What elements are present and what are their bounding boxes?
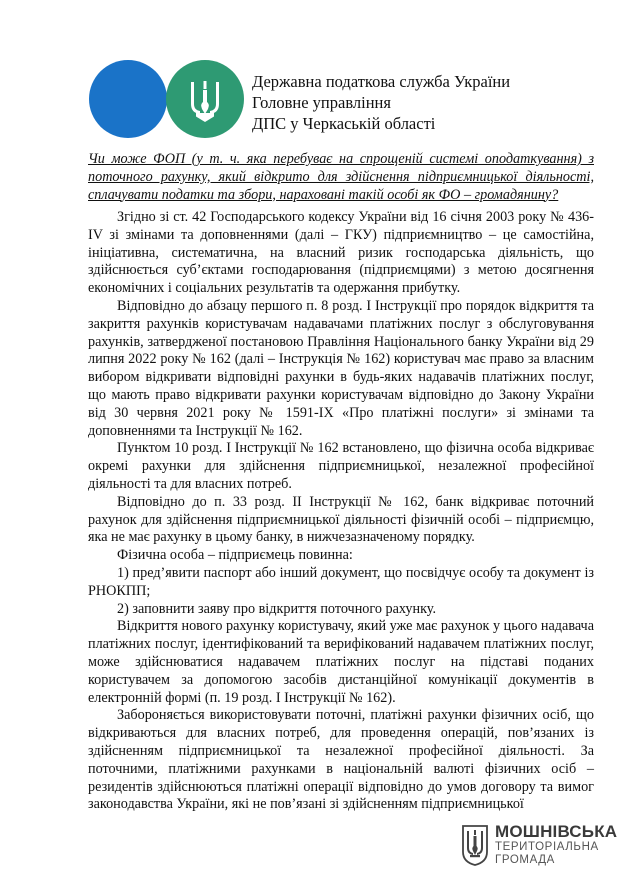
org-line-1: Державна податкова служба України (252, 72, 511, 91)
org-line-2: Головне управління (252, 93, 391, 112)
footer-logo (461, 822, 618, 868)
paragraph-3: Пунктом 10 розд. I Інструкції № 162 встановлено, що фізична особа відкриває окремі рахунки для здійснення підприємницької, незалежної професійної діяльності та для власних потреб. (88, 440, 594, 492)
paragraph-9: Забороняється використовувати поточні, платіжні рахунки фізичних осіб, що відкриваються для власних потреб, для проведення операцій, пов’язаних із здійсненням підприємницької та незалежної професійної діяльності. За поточними, платіжними рахунками в національній валюті фізичних осіб – резидентів здійснюються платіжні операції відповідно до умов договору та вимог законодавства України, які не пов’язані зі здійсненням підприємницької (88, 707, 594, 813)
footer-brand-line-1: МОШНІВСЬКА (495, 822, 618, 841)
organization-name (252, 71, 510, 134)
paragraph-2: Відповідно до абзацу першого п. 8 розд. I Інструкції про порядок відкриття та закриття рахунків користувачам надавачами платіжних послуг з обслуговування рахунків, затвердженої постановою Правління Національного банку України від 29 липня 2022 року № 162 (далі – Інструкція № 162) користувач має право за власним вибором відкривати відповідні рахунки в будь-яких надавачів платіжних послуг, що мають право відкривати рахунки користувачам відповідно до Закону України від 30 червня 2021 року № 1591-IX «Про платіжні послуги» зі змінами та доповненнями та Інструкції № 162. (88, 297, 594, 439)
paragraph-6: 1) пред’явити паспорт або інший документ, що посвідчує особу та документ із РНОКПП; (88, 564, 594, 599)
question-heading: Чи може ФОП (у т. ч. яка перебуває на спрощеній системі оподаткування) з поточного рахунку, який відкрито для здійснення підприємницької діяльності, сплачувати податки та збори, нараховані такій особі як ФО – громадянину? (88, 151, 594, 203)
org-line-3: ДПС у Черкаській області (252, 114, 436, 133)
footer-brand-line-2-3 (495, 841, 599, 866)
paragraph-4: Відповідно до п. 33 розд. II Інструкції № 162, банк відкриває поточний рахунок для здійснення підприємницької діяльності фізичній особі – підприємцю, яка не має рахунку в цьому банку, в нижчезазначеному порядку. (88, 493, 594, 546)
paragraph-7: 2) заповнити заяву про відкриття поточного рахунку. (117, 600, 437, 617)
paragraph-5: Фізична особа – підприємець повинна: (117, 547, 353, 564)
paragraph-8: Відкриття нового рахунку користувачу, який уже має рахунок у цього надавача платіжних послуг, ідентифікований та верифікований надавачем платіжних послуг, може здійснюватися надавачем платіжних послуг на підставі поданих користувачем за допомогою засобів дистанційної комунікації документів в електронній формі (п. 19 розд. I Інструкції № 162). (88, 618, 594, 706)
document-body (88, 209, 594, 814)
footer-brand-line-2: ТЕРИТОРІАЛЬНА (495, 841, 599, 853)
footer-brand-line-3: ГРОМАДА (495, 853, 555, 866)
paragraph-1: Згідно зі ст. 42 Господарського кодексу України від 16 січня 2003 року № 436-IV зі змінами та доповненнями (далі – ГКУ) підприємництво – це самостійна, ініціативна, систематична, на власний ризик господарська діяльність, що здійснюється суб’єктами господарювання (підприємцями) з метою досягнення економічних і соціальних результатів та одержання прибутку. (88, 209, 594, 297)
dps-logo-icon (87, 58, 247, 140)
trident-shield-icon (461, 824, 489, 866)
